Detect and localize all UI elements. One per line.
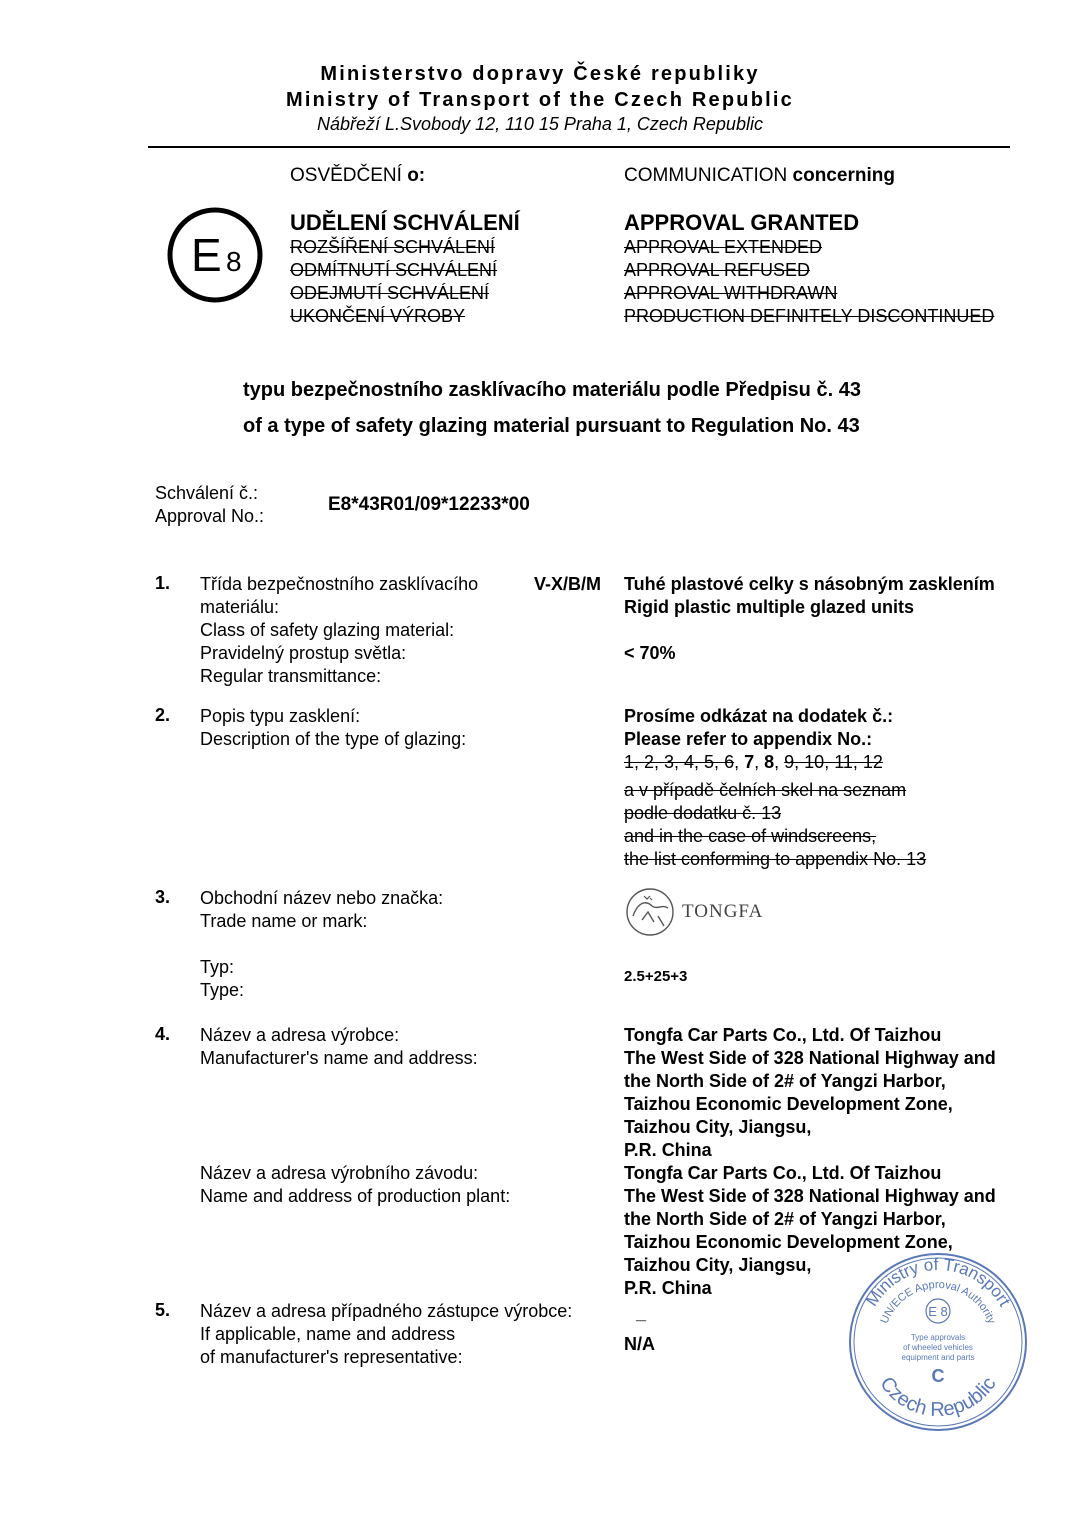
official-stamp-icon xyxy=(846,1250,1030,1434)
item3-labels: Obchodní název nebo značka: Trade name or mark: xyxy=(200,888,444,931)
right-approval-granted: APPROVAL GRANTED xyxy=(624,210,860,235)
right-block-title: COMMUNICATION concerning xyxy=(624,165,895,186)
right-struck-option: PRODUCTION DEFINITELY DISCONTINUED xyxy=(624,306,995,326)
approval-label-en: Approval No.: xyxy=(155,506,265,526)
ministry-name-en: Ministry of Transport of the Czech Republic xyxy=(286,89,794,111)
svg-text:C: C xyxy=(931,1366,945,1386)
ministry-name-cz: Ministerstvo dopravy České republiky xyxy=(320,63,760,85)
item-number: 1. xyxy=(155,573,171,593)
approval-label-cz: Schválení č.: xyxy=(155,483,259,503)
subject-cz: typu bezpečnostního zasklívacího materiálu podle Předpisu č. 43 xyxy=(243,379,861,401)
svg-text:E: E xyxy=(191,229,222,281)
svg-text:equipment and parts: equipment and parts xyxy=(901,1353,975,1362)
svg-text:E 8: E 8 xyxy=(928,1304,948,1319)
glazing-class-value: Tuhé plastové celky s násobným zasklením Rigid plastic multiple glazed units xyxy=(624,574,995,617)
left-approval-granted: UDĚLENÍ SCHVÁLENÍ xyxy=(290,210,520,235)
subject-en: of a type of safety glazing material pursuant to Regulation No. 43 xyxy=(243,415,860,437)
type-labels: Typ: Type: xyxy=(200,957,245,1000)
item-number: 3. xyxy=(155,887,171,907)
tongfa-logo-icon xyxy=(624,886,676,938)
left-block-title: OSVĚDČENÍ o: xyxy=(290,165,426,186)
tongfa-logo-text: TONGFA xyxy=(682,901,764,922)
struck-windscreen-note: a v případě čelních skel na seznam podle dodatku č. 13 and in the case of windscreens, the list conforming to appendix No. 13 xyxy=(624,780,927,869)
right-struck-option: APPROVAL EXTENDED xyxy=(624,237,823,257)
ministry-address: Nábřeží L.Svobody 12, 110 15 Praha 1, Czech Republic xyxy=(317,114,763,134)
appendix-reference: Prosíme odkázat na dodatek č.: Please refer to appendix No.: xyxy=(624,706,894,749)
representative-dash: _ xyxy=(636,1303,647,1323)
appendix-numbers: 1, 2, 3, 4, 5, 6, 7, 8, 9, 10, 11, 12 xyxy=(624,752,883,772)
svg-text:of wheeled vehicles: of wheeled vehicles xyxy=(903,1343,973,1352)
approval-number: E8*43R01/09*12233*00 xyxy=(328,494,530,515)
plant-address: Tongfa Car Parts Co., Ltd. Of Taizhou The West Side of 328 National Highway and the North Side of 2# of Yangzi Harbor, Taizhou Economic Development Zone, Taizhou City, Jiangsu, P.R. China xyxy=(624,1163,996,1298)
left-struck-option: ODMÍTNUTÍ SCHVÁLENÍ xyxy=(290,260,498,280)
svg-text:Ministry of Transport: Ministry of Transport xyxy=(862,1254,1015,1310)
item2-labels: Popis typu zasklení: Description of the type of glazing: xyxy=(200,706,467,749)
left-struck-option: UKONČENÍ VÝROBY xyxy=(290,306,466,326)
right-struck-option: APPROVAL REFUSED xyxy=(624,260,811,280)
item-number: 5. xyxy=(155,1300,171,1320)
representative-value: N/A xyxy=(624,1334,655,1354)
plant-labels: Název a adresa výrobního závodu: Name and address of production plant: xyxy=(200,1163,511,1206)
svg-text:8: 8 xyxy=(226,246,242,277)
svg-text:Czech Republic: Czech Republic xyxy=(875,1372,1001,1422)
e8-mark-icon xyxy=(165,205,265,305)
item5-labels: Název a adresa případného zástupce výrobce: If applicable, name and address of manufacturer's representative: xyxy=(200,1301,573,1367)
item1-labels: Třída bezpečnostního zasklívacího materiálu: Class of safety glazing material: Pravidelný prostup světla: Regular transmittance: xyxy=(200,574,479,686)
type-value: 2.5+25+3 xyxy=(624,968,688,985)
header-rule xyxy=(148,146,1010,148)
manufacturer-address: Tongfa Car Parts Co., Ltd. Of Taizhou The West Side of 328 National Highway and the North Side of 2# of Yangzi Harbor, Taizhou Economic Development Zone, Taizhou City, Jiangsu, P.R. China xyxy=(624,1025,996,1160)
transmittance-value: < 70% xyxy=(624,643,676,663)
glazing-class-code: V-X/B/M xyxy=(534,574,602,594)
right-struck-option: APPROVAL WITHDRAWN xyxy=(624,283,838,303)
item-number: 4. xyxy=(155,1024,171,1044)
svg-text:Type approvals: Type approvals xyxy=(910,1333,966,1342)
left-struck-option: ROZŠÍŘENÍ SCHVÁLENÍ xyxy=(290,237,496,257)
left-struck-option: ODEJMUTÍ SCHVÁLENÍ xyxy=(290,283,490,303)
svg-text:UN/ECE Approval Authority: UN/ECE Approval Authority xyxy=(878,1278,998,1326)
item-number: 2. xyxy=(155,705,171,725)
item4-labels: Název a adresa výrobce: Manufacturer's name and address: xyxy=(200,1025,478,1068)
